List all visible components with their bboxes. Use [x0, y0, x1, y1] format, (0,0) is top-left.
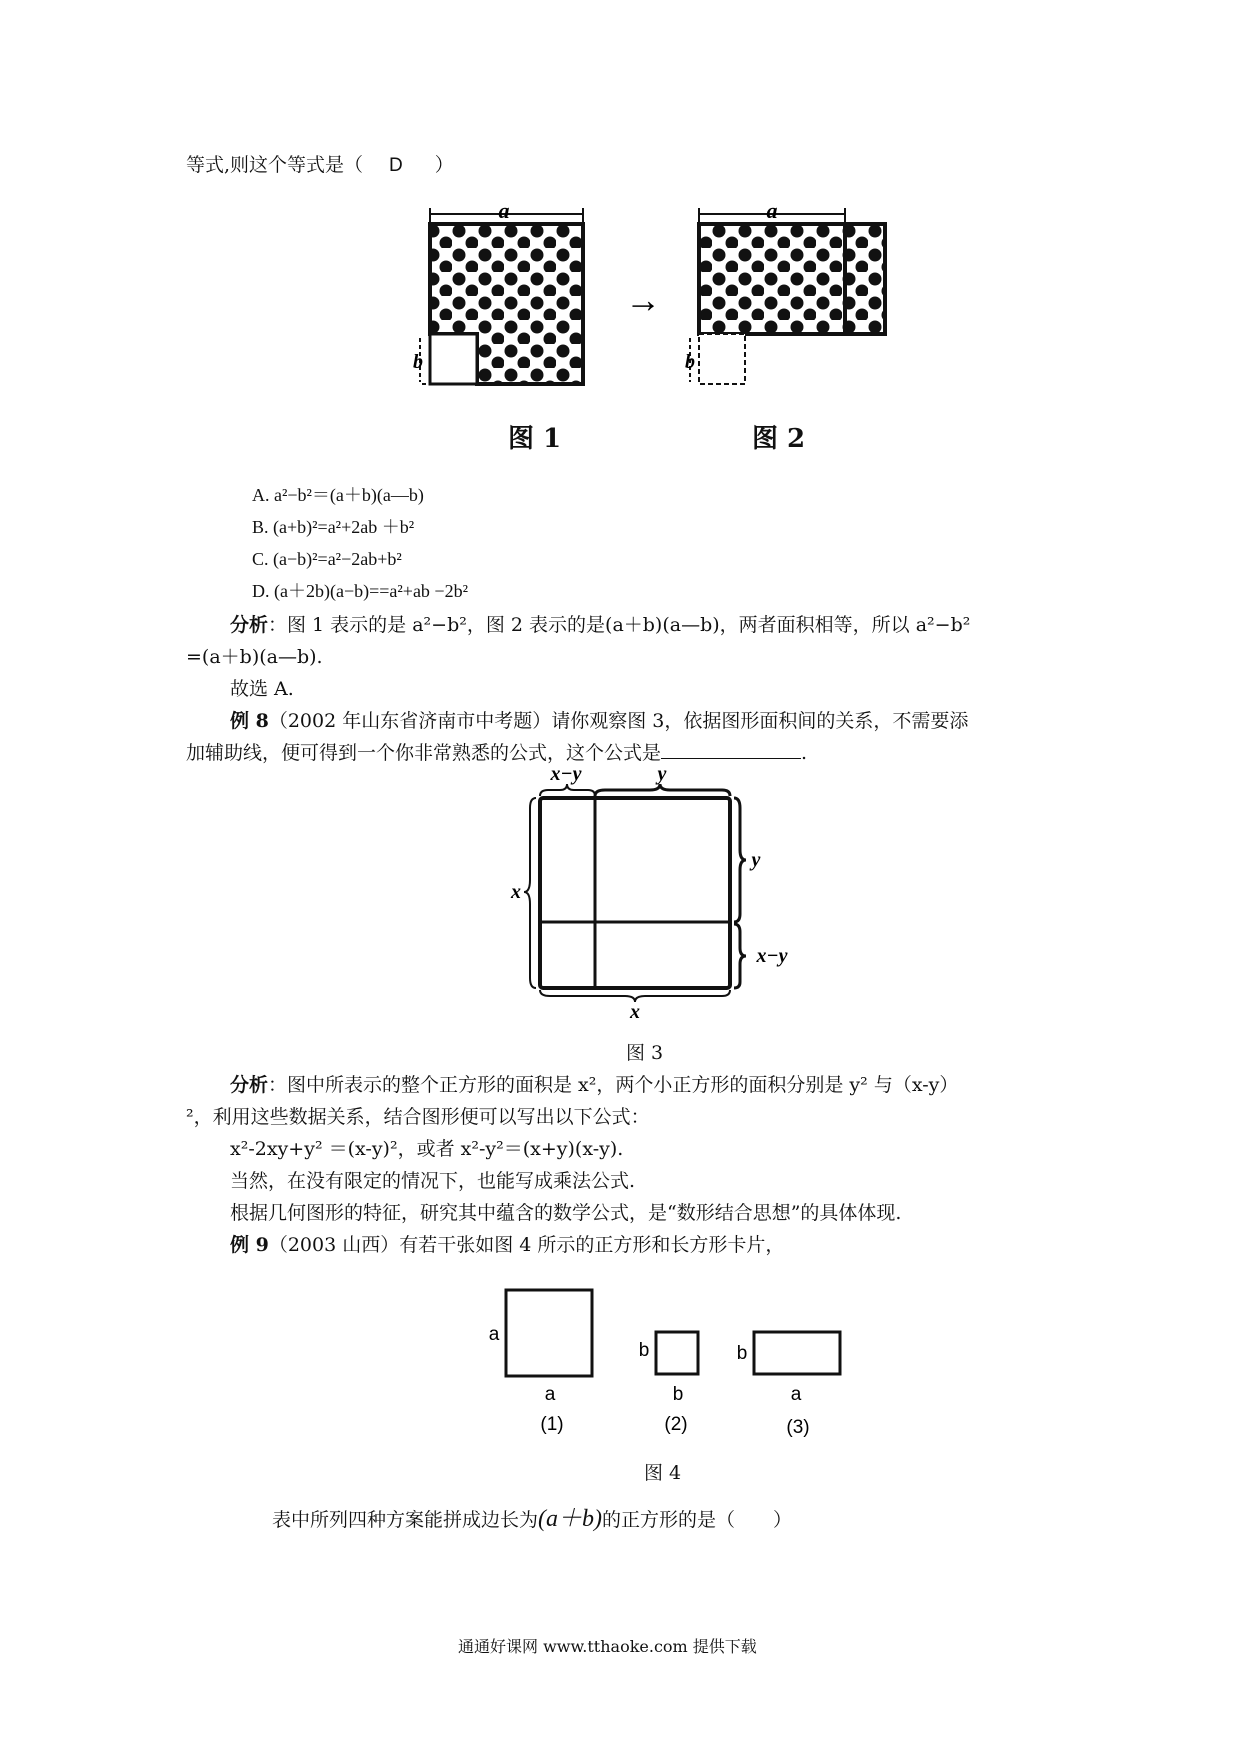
caption-figure-1: 图 1 [508, 424, 562, 454]
fig3-label-bottom: x [630, 1001, 640, 1018]
card-2-side-label: b [638, 1340, 650, 1361]
fig1-label-b: b [413, 351, 423, 373]
fig3-label-top-left: x−y [550, 768, 582, 785]
card-1-bottom-label: a [544, 1384, 556, 1405]
fig2-label-b: b [685, 351, 695, 373]
caption-figure-3: 图 3 [626, 1042, 664, 1064]
card-2-bottom-label: b [672, 1384, 684, 1405]
option-b: B. (a+b)²=a²+2ab ＋b² [252, 517, 415, 537]
option-b-expr: (a+b)²=a²+2ab ＋b² [273, 517, 415, 537]
card-3-side-label: b [736, 1343, 748, 1364]
fig3-label-right-top: y [751, 849, 761, 871]
card-3-id: (3) [786, 1417, 810, 1438]
example-8-label: 例 8 [230, 710, 269, 732]
figure-2 [685, 200, 885, 384]
figure-3 [500, 768, 800, 1018]
caption-figure-2: 图 2 [752, 424, 806, 454]
page-footer: 通通好课网 www.tthaoke.com 提供下载 [458, 1637, 757, 1656]
analysis-1-line-2: =(a＋b)(a—b). [186, 646, 323, 668]
fig1-label-a: a [498, 200, 510, 223]
question-expr: (a＋b) [538, 1506, 602, 1532]
fig2-label-a: a [766, 200, 778, 223]
figure-1-2 [400, 200, 920, 460]
fig3-label-left: x [511, 881, 521, 903]
analysis-label: 分析 [230, 614, 269, 636]
formula-line: x²-2xy+y² ＝(x-y)²，或者 x²-y²＝(x+y)(x-y). [230, 1138, 624, 1160]
option-c: C. (a−b)²=a²−2ab+b² [252, 549, 402, 569]
note-line-1: 当然，在没有限定的情况下，也能写成乘法公式. [230, 1170, 636, 1192]
option-d-expr: (a＋2b)(a−b)==a²+ab −2b² [274, 581, 468, 601]
intro-text: 等式,则这个等式是（ [186, 154, 364, 176]
note-line-2: 根据几何图形的特征，研究其中蕴含的数学公式，是“数形结合思想”的具体体现. [230, 1202, 902, 1224]
analysis-2-label: 分析 [230, 1074, 269, 1096]
analysis-2-line-1: 分析：图中所表示的整个正方形的面积是 x²，两个小正方形的面积分别是 y² 与（x-y） [230, 1074, 959, 1096]
example-9-label: 例 9 [230, 1234, 269, 1256]
question-line: 表中所列四种方案能拼成边长为(a＋b)的正方形的是（ ） [272, 1506, 793, 1532]
option-c-expr: (a−b)²=a²−2ab+b² [273, 549, 402, 569]
card-3-bottom-label: a [790, 1384, 802, 1405]
arrow-icon: → [625, 280, 661, 320]
card-1-id: (1) [540, 1414, 564, 1435]
option-a-expr: a²−b²＝(a＋b)(a—b) [274, 485, 424, 505]
card-1-side-label: a [488, 1324, 500, 1345]
caption-figure-4: 图 4 [644, 1462, 682, 1484]
answer-blank [661, 740, 801, 759]
analysis-1-conclusion: 故选 A. [230, 678, 294, 700]
intro-close: ） [434, 154, 454, 176]
figure-4 [470, 1280, 870, 1440]
figure-1 [413, 200, 583, 384]
fig3-label-top-right: y [657, 768, 667, 785]
answer-letter: D [389, 155, 403, 176]
intro-line [186, 152, 454, 179]
analysis-1-line-1: 分析：图 1 表示的是 a²−b²，图 2 表示的是(a＋b)(a—b)，两者面积相等，所以 a²−b² [230, 614, 971, 636]
example-8-line-1: 例 8（2002 年山东省济南市中考题）请你观察图 3，依据图形面积间的关系，不需要添 [230, 710, 969, 732]
analysis-2-line-2: ²，利用这些数据关系，结合图形便可以写出以下公式： [186, 1106, 650, 1128]
card-2-id: (2) [664, 1414, 688, 1435]
example-8-line-2: 加辅助线，便可得到一个你非常熟悉的公式，这个公式是 . [186, 742, 808, 764]
example-9-line: 例 9（2003 山西）有若干张如图 4 所示的正方形和长方形卡片， [230, 1234, 785, 1256]
option-d: D. (a＋2b)(a−b)==a²+ab −2b² [252, 581, 468, 601]
option-a: A. a²−b²＝(a＋b)(a—b) [252, 485, 424, 505]
fig3-label-right-bottom: x−y [756, 945, 788, 967]
